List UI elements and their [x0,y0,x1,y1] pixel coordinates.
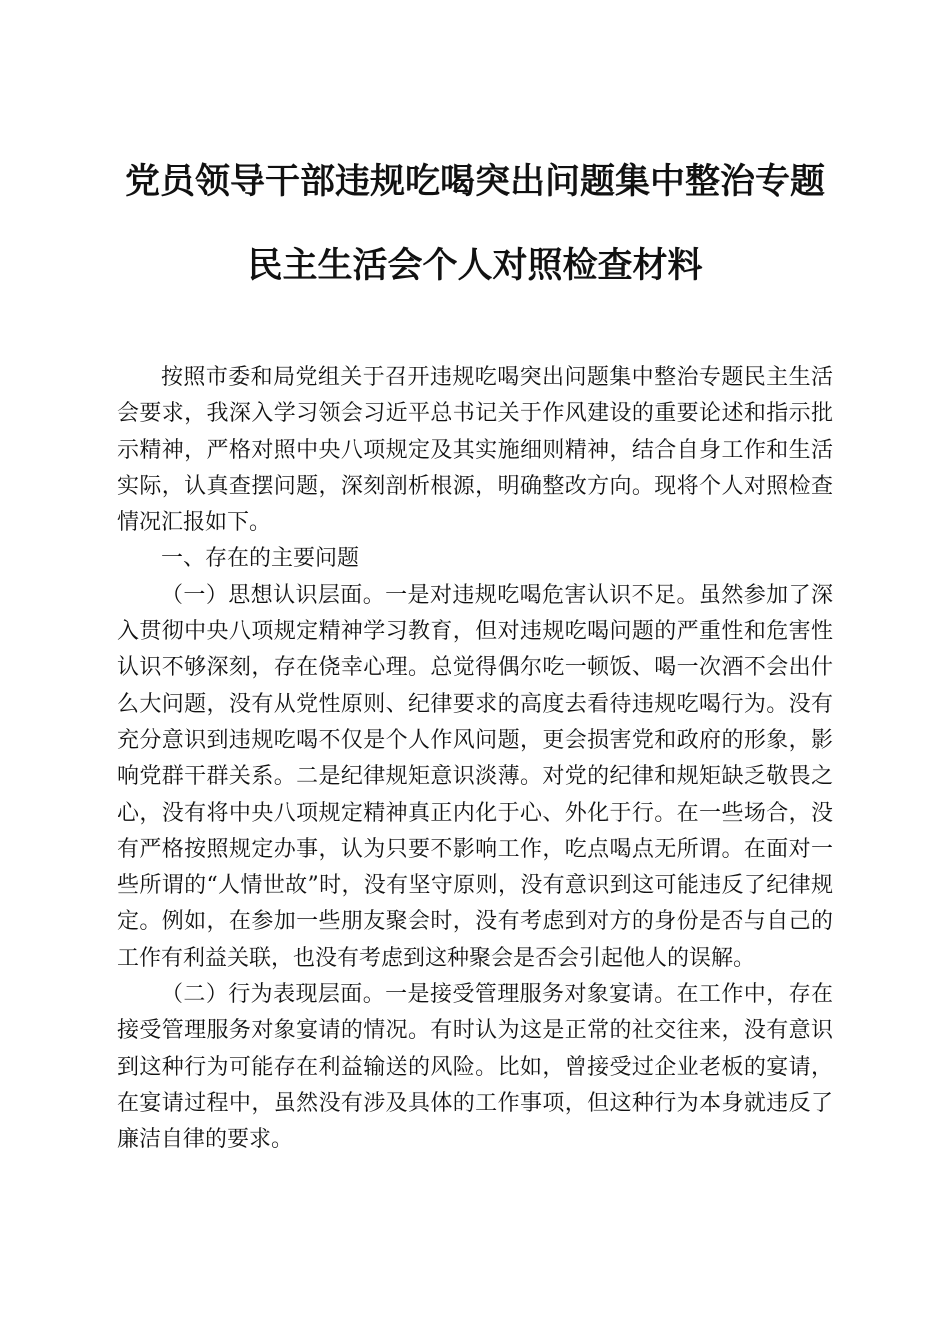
paragraph-behavior: （二）行为表现层面。一是接受管理服务对象宴请。在工作中，存在接受管理服务对象宴请的情况。有时认为这是正常的社交往来，没有意识到这种行为可能存在利益输送的风险。比如，曾接受过企业老板的宴请，在宴请过程中，虽然没有涉及具体的工作事项，但这种行为本身就违反了廉洁自律的要求。 [117,982,833,1153]
document-body [117,360,833,1159]
document-title [100,162,850,286]
section-heading-1: 一、存在的主要问题 [161,546,360,572]
paragraph-ideological: （一）思想认识层面。一是对违规吃喝危害认识不足。虽然参加了深入贯彻中央八项规定精神学习教育，但对违规吃喝问题的严重性和危害性认识不够深刻，存在侥幸心理。总觉得偶尔吃一顿饭、喝一次酒不会出什么大问题，没有从党性原则、纪律要求的高度去看待违规吃喝行为。没有充分意识到违规吃喝不仅是个人作风问题，更会损害党和政府的形象，影响党群干群关系。二是纪律规矩意识淡薄。对党的纪律和规矩缺乏敬畏之心，没有将中央八项规定精神真正内化于心、外化于行。在一些场合，没有严格按照规定办事，认为只要不影响工作，吃点喝点无所谓。在面对一些所谓的“人情世故”时，没有坚守原则，没有意识到这可能违反了纪律规定。例如，在参加一些朋友聚会时，没有考虑到对方的身份是否与自己的工作有利益关联，也没有考虑到这种聚会是否会引起他人的误解。 [117,582,833,971]
title-line-2: 民主生活会个人对照检查材料 [247,246,703,286]
intro-paragraph: 按照市委和局党组关于召开违规吃喝突出问题集中整治专题民主生活会要求，我深入学习领会习近平总书记关于作风建设的重要论述和指示批示精神，严格对照中央八项规定及其实施细则精神，结合自身工作和生活实际，认真查摆问题，深刻剖析根源，明确整改方向。现将个人对照检查情况汇报如下。 [117,365,833,536]
title-line-1: 党员领导干部违规吃喝突出问题集中整治专题 [124,162,825,202]
